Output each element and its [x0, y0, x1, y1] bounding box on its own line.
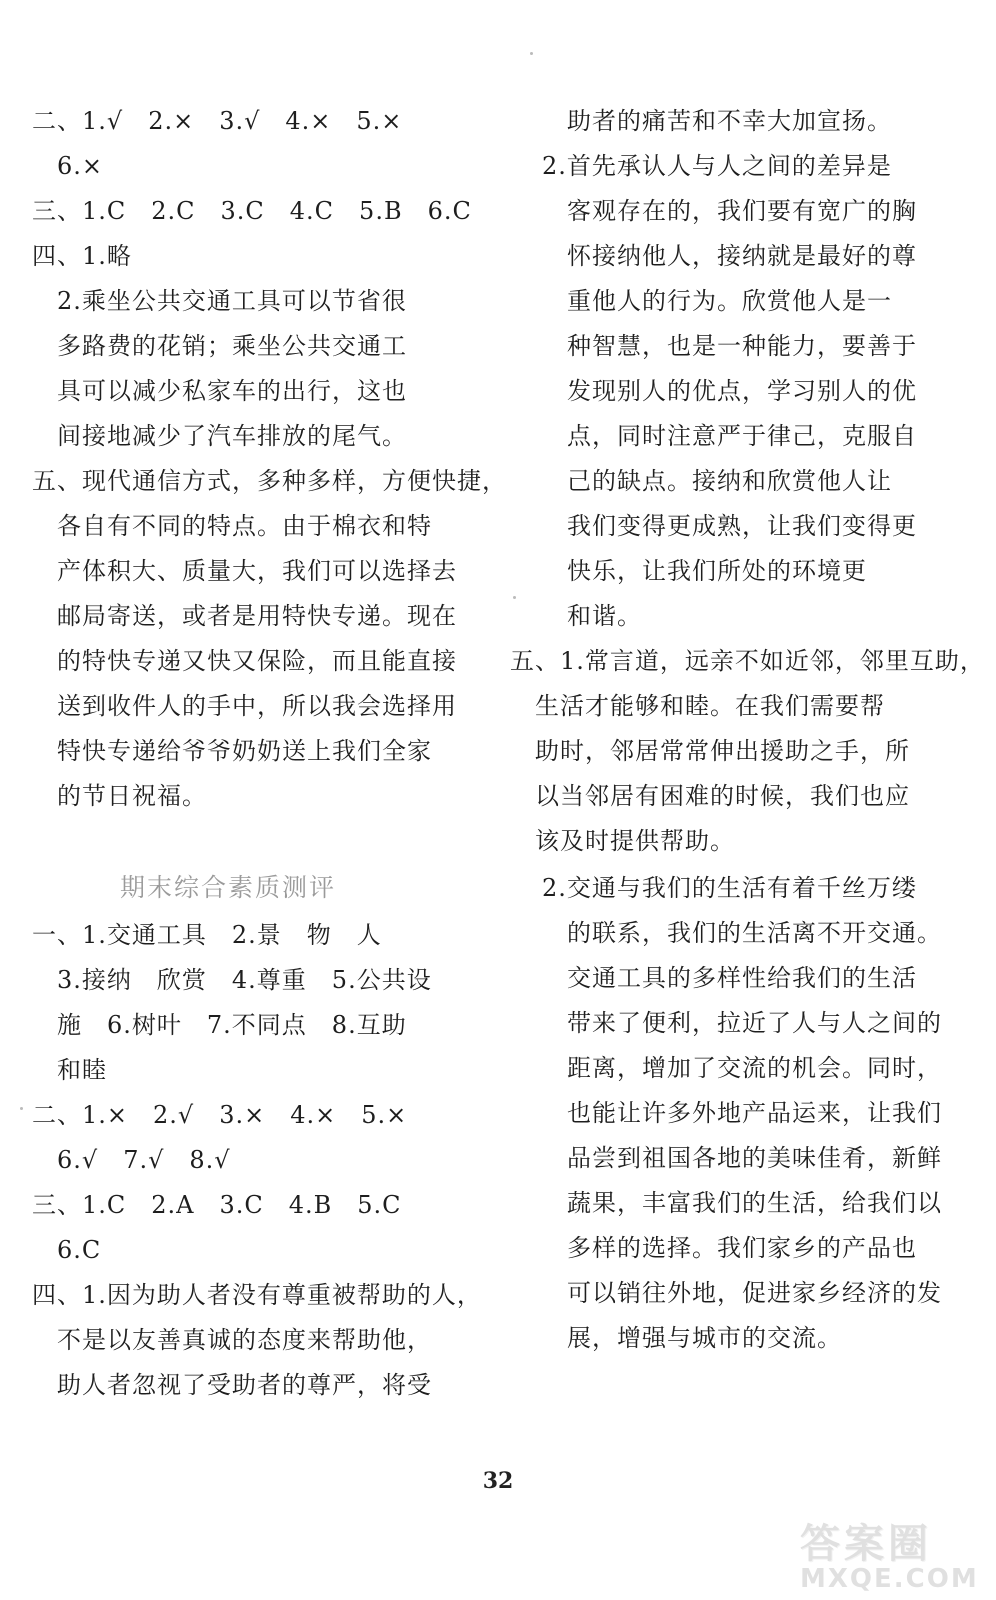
answer-line: 2.交通与我们的生活有着千丝万缕	[542, 874, 917, 902]
answer-line: 点，同时注意严于律己，克服自	[542, 422, 917, 450]
answer-line: 展，增强与城市的交流。	[542, 1324, 842, 1352]
answer-line: 特快专递给爷爷奶奶送上我们全家	[32, 737, 432, 765]
answer-line: 二、1.√ 2.× 3.√ 4.× 5.×	[32, 107, 403, 135]
answer-line: 施 6.树叶 7.不同点 8.互助	[32, 1011, 407, 1039]
answer-line: 可以销往外地，促进家乡经济的发	[542, 1279, 942, 1307]
answer-line: 的特快专递又快又保险，而且能直接	[32, 647, 457, 675]
answer-line: 送到收件人的手中，所以我会选择用	[32, 692, 457, 720]
answer-line: 生活才能够和睦。在我们需要帮	[510, 692, 885, 720]
answer-line: 蔬果，丰富我们的生活，给我们以	[542, 1189, 942, 1217]
answer-line: 具可以减少私家车的出行，这也	[32, 377, 407, 405]
answer-line: 和谐。	[542, 602, 642, 630]
answer-line: 距离，增加了交流的机会。同时，	[542, 1054, 942, 1082]
answer-line: 不是以友善真诚的态度来帮助他，	[32, 1326, 432, 1354]
answer-line: 助时，邻居常常伸出援助之手，所	[510, 737, 910, 765]
answer-line: 各自有不同的特点。由于棉衣和特	[32, 512, 432, 540]
answer-line: 6.C	[32, 1236, 102, 1264]
answer-line: 己的缺点。接纳和欣赏他人让	[542, 467, 892, 495]
answer-line: 6.√ 7.√ 8.√	[32, 1146, 231, 1174]
answer-line: 也能让许多外地产品运来，让我们	[542, 1099, 942, 1127]
answer-line: 产体积大、质量大，我们可以选择去	[32, 557, 457, 585]
answer-line: 三、1.C 2.A 3.C 4.B 5.C	[32, 1191, 402, 1219]
scan-speck	[530, 52, 533, 55]
answer-line: 四、1.略	[32, 242, 132, 270]
answer-line: 和睦	[32, 1056, 107, 1084]
answer-line: 发现别人的优点，学习别人的优	[542, 377, 917, 405]
scan-speck	[20, 1107, 23, 1110]
answer-line: 交通工具的多样性给我们的生活	[542, 964, 917, 992]
scan-speck	[513, 596, 516, 599]
answer-line: 6.×	[32, 152, 104, 180]
answer-line: 邮局寄送，或者是用特快专递。现在	[32, 602, 457, 630]
answer-line: 怀接纳他人，接纳就是最好的尊	[542, 242, 917, 270]
answer-line: 多路费的花销；乘坐公共交通工	[32, 332, 407, 360]
answer-line: 快乐，让我们所处的环境更	[542, 557, 867, 585]
section-heading: 期末综合素质测评	[120, 873, 337, 902]
answer-line: 我们变得更成熟，让我们变得更	[542, 512, 917, 540]
answer-line: 助者的痛苦和不幸大加宣扬。	[542, 107, 892, 135]
watermark-url: MXQE.COM	[800, 1564, 979, 1594]
answer-line: 助人者忽视了受助者的尊严，将受	[32, 1371, 432, 1399]
answer-line: 二、1.× 2.√ 3.× 4.× 5.×	[32, 1101, 408, 1129]
answer-line: 五、1.常言道，远亲不如近邻，邻里互助，	[510, 647, 985, 675]
answer-line: 三、1.C 2.C 3.C 4.C 5.B 6.C	[32, 197, 472, 225]
watermark-text: 答案圈	[800, 1521, 932, 1567]
answer-line: 种智慧，也是一种能力，要善于	[542, 332, 917, 360]
answer-line: 客观存在的，我们要有宽广的胸	[542, 197, 917, 225]
answer-line: 五、现代通信方式，多种多样，方便快捷，	[32, 467, 507, 495]
answer-line: 多样的选择。我们家乡的产品也	[542, 1234, 917, 1262]
watermark-logo	[800, 1512, 990, 1596]
answer-line: 以当邻居有困难的时候，我们也应	[510, 782, 910, 810]
answer-line: 3.接纳 欣赏 4.尊重 5.公共设	[32, 966, 432, 994]
answer-line: 的联系，我们的生活离不开交通。	[542, 919, 942, 947]
answer-line: 重他人的行为。欣赏他人是一	[542, 287, 892, 315]
answer-line: 间接地减少了汽车排放的尾气。	[32, 422, 407, 450]
answer-line: 品尝到祖国各地的美味佳肴，新鲜	[542, 1144, 942, 1172]
answer-line: 一、1.交通工具 2.景 物 人	[32, 921, 382, 949]
answer-line: 该及时提供帮助。	[510, 827, 735, 855]
answer-line: 2.首先承认人与人之间的差异是	[542, 152, 892, 180]
answer-line: 2.乘坐公共交通工具可以节省很	[32, 287, 407, 315]
answer-line: 四、1.因为助人者没有尊重被帮助的人，	[32, 1281, 482, 1309]
page-number: 32	[482, 1468, 514, 1494]
answer-line: 带来了便利，拉近了人与人之间的	[542, 1009, 942, 1037]
answer-line: 的节日祝福。	[32, 782, 207, 810]
